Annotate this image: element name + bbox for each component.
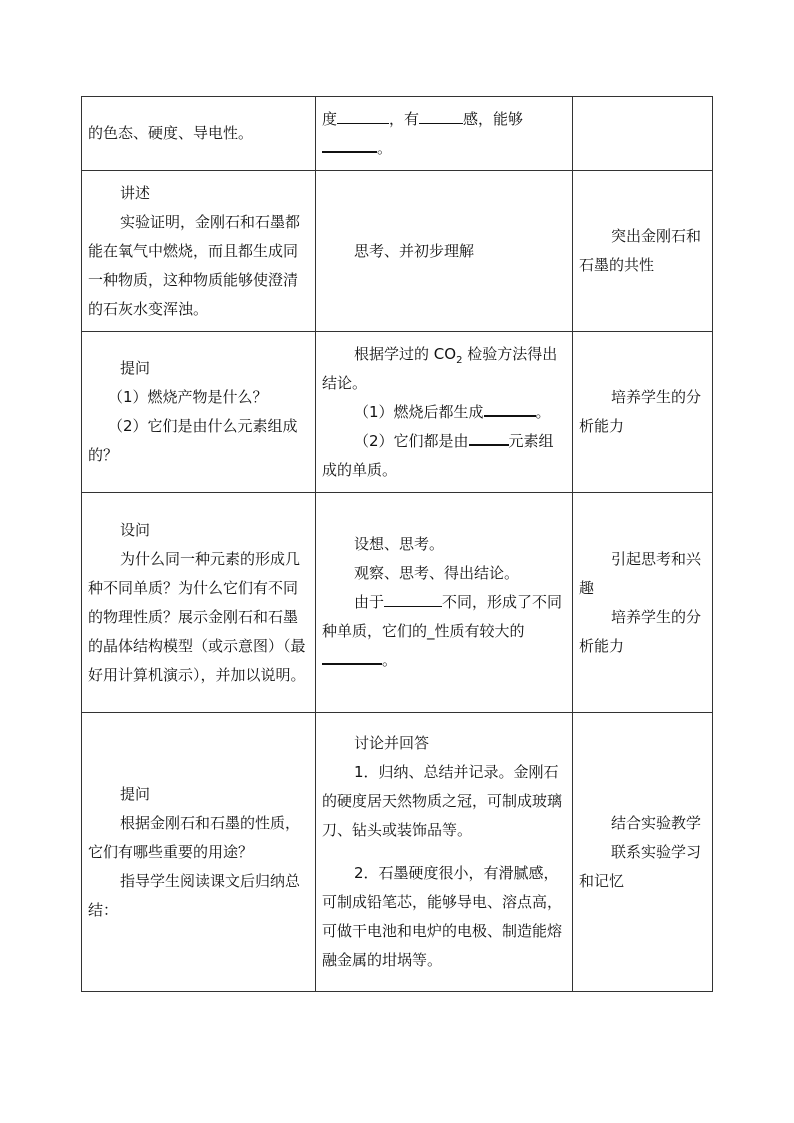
cell-text: 结合实验教学: [611, 813, 702, 832]
activity-heading: 提问: [120, 784, 151, 803]
design-intent-cell: [573, 332, 713, 493]
cell-text: 由于 不同，形成了不同种单质，它们的_性质有较大的: [322, 593, 563, 640]
cell-text: （2）它们都是由 元素组成的单质。: [322, 431, 554, 479]
cell-text: 培养学生的分析能力: [579, 388, 702, 435]
student-activity-cell: [316, 332, 573, 493]
fill-blank: [384, 592, 442, 607]
cell-text: 实验证明，金刚石和石墨都能在氧气中燃烧，而且都生成同一种物质，这种物质能够使澄清的石灰水变浑浊。: [88, 212, 301, 318]
activity-heading: 设问: [120, 520, 151, 539]
cell-text: （1）燃烧后都生成 。: [354, 402, 551, 421]
cell-text: 1．归纳、总结并记录。金刚石的硬度居天然物质之冠，可制成玻璃刀、钻头或装饰品等。: [322, 763, 563, 839]
cell-text: 观察、思考、得出结论。: [354, 564, 520, 582]
cell-text: （2）它们是由什么元素组成的？: [88, 417, 298, 464]
student-activity-cell: [316, 171, 573, 332]
cell-text: 思考、并初步理解: [354, 241, 475, 260]
student-activity-cell: [316, 713, 573, 992]
fill-blank: [322, 137, 377, 153]
teacher-activity-cell: [82, 171, 316, 332]
cell-text: 2．石墨硬度很小，有滑腻感，可制成铅笔芯，能够导电、溶点高，可做干电池和电炉的电极、制造能熔融金属的坩埚等。: [322, 864, 563, 969]
table-row: [82, 332, 713, 493]
fill-blank: [322, 649, 382, 665]
cell-text: 设想、思考。: [354, 535, 445, 553]
teacher-activity-cell: [82, 332, 316, 493]
fill-blank: [469, 430, 509, 446]
design-intent-cell: [573, 97, 713, 171]
cell-text: 的色态、硬度、导电性。: [88, 124, 254, 142]
teacher-activity-cell: [82, 97, 316, 171]
cell-text: 联系实验学习和记忆: [579, 842, 702, 890]
cell-text: （1）燃烧产物是什么？: [108, 388, 268, 406]
student-activity-cell: [316, 493, 573, 713]
design-intent-cell: [573, 171, 713, 332]
cell-text: 。: [322, 646, 566, 675]
cell-text: 培养学生的分析能力: [579, 607, 702, 655]
teacher-activity-cell: [82, 493, 316, 713]
activity-heading: 讲述: [120, 183, 151, 202]
design-intent-cell: [573, 493, 713, 713]
fill-blank: [484, 401, 536, 417]
fill-blank: [419, 109, 463, 124]
fill-blank: [337, 109, 389, 124]
cell-text: 引起思考和兴趣: [579, 549, 702, 597]
cell-text: 指导学生阅读课文后归纳总结：: [88, 871, 301, 919]
cell-text: 根据金刚石和石墨的性质，它们有哪些重要的用途？: [88, 813, 301, 861]
table-row: [82, 493, 713, 713]
table-row: [82, 97, 713, 171]
lesson-plan-table: [81, 96, 713, 992]
activity-heading: 讨论并回答: [354, 734, 430, 752]
activity-heading: 提问: [120, 359, 151, 377]
cell-text: 。: [322, 134, 566, 163]
table-row: [82, 713, 713, 992]
cell-text: 度 ，有 感，能够: [322, 109, 524, 128]
student-activity-cell: [316, 97, 573, 171]
cell-text: 为什么同一种元素的形成几种不同单质？为什么它们有不同的物理性质？展示金刚石和石墨的晶体结构模型（或示意图）（最好用计算机演示），并加以说明。: [88, 549, 306, 684]
design-intent-cell: [573, 713, 713, 992]
cell-text: 突出金刚石和石墨的共性: [579, 227, 702, 274]
teacher-activity-cell: [82, 713, 316, 992]
table-row: [82, 171, 713, 332]
cell-text: 根据学过的 $CO_2$ 检验方法得出结论。: [322, 344, 558, 392]
